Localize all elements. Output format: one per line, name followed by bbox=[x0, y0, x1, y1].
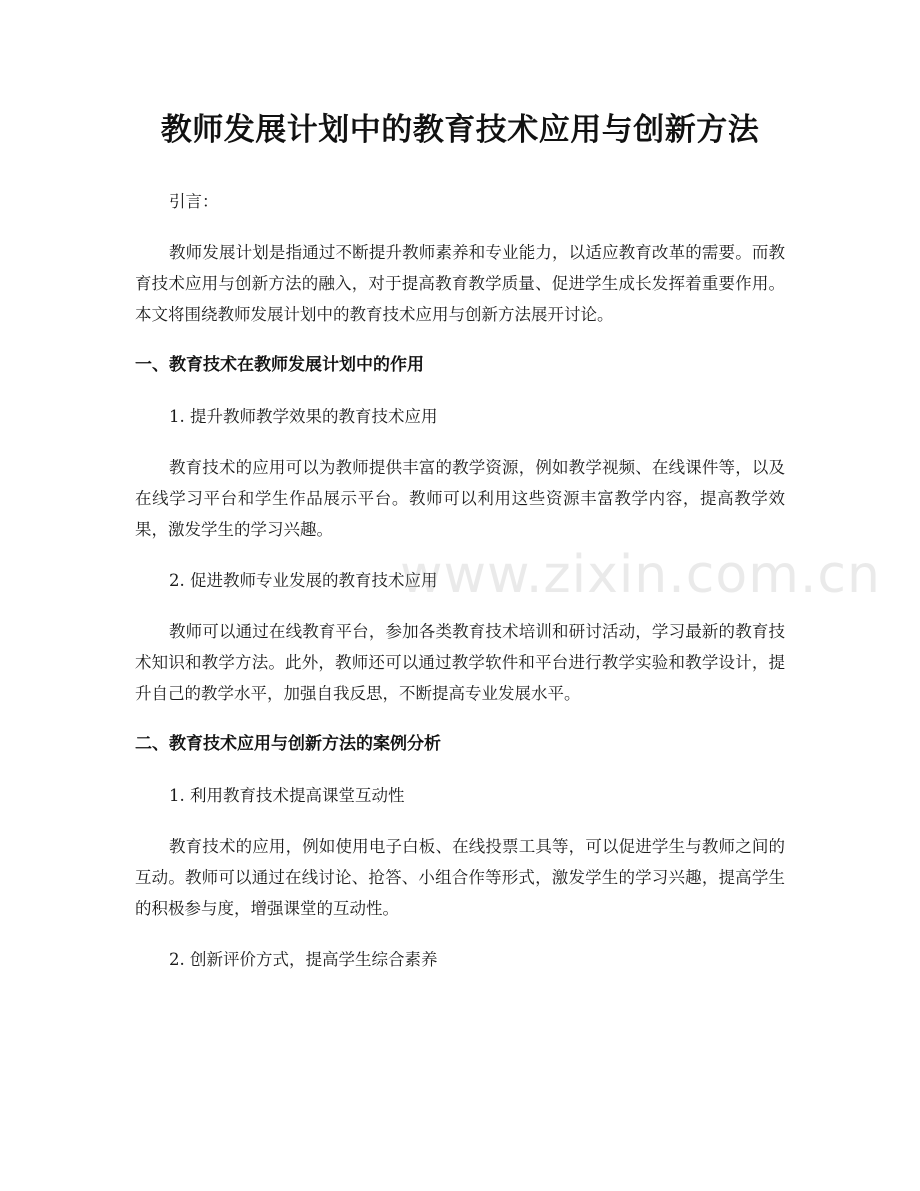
section-2 bbox=[135, 729, 785, 975]
watermark: www.zixin.com.cn bbox=[400, 545, 881, 605]
intro-paragraph: 教师发展计划是指通过不断提升教师素养和专业能力，以适应教育改革的需要。而教育技术应用与创新方法的融入，对于提高教育教学质量、促进学生成长发挥着重要作用。本文将围绕教师发展计划中的教育技术应用与创新方法展开讨论。 bbox=[135, 243, 785, 324]
subsection-heading: 1. 提升教师教学效果的教育技术应用 bbox=[169, 407, 438, 426]
section-1 bbox=[135, 350, 881, 709]
subsection-heading: 2. 创新评价方式，提高学生综合素养 bbox=[169, 950, 438, 969]
section-heading: 一、教育技术在教师发展计划中的作用 bbox=[135, 355, 424, 375]
intro-label: 引言： bbox=[169, 192, 219, 211]
subsection-paragraph: 教育技术的应用，例如使用电子白板、在线投票工具等，可以促进学生与教师之间的互动。教师可以通过在线讨论、抢答、小组合作等形式，激发学生的学习兴趣，提高学生的积极参与度，增强课堂的互动性。 bbox=[135, 837, 785, 918]
document-title: 教师发展计划中的教育技术应用与创新方法 bbox=[160, 112, 760, 148]
subsection-paragraph: 教育技术的应用可以为教师提供丰富的教学资源，例如教学视频、在线课件等，以及在线学习平台和学生作品展示平台。教师可以利用这些资源丰富教学内容，提高教学效果，激发学生的学习兴趣。 bbox=[135, 458, 785, 539]
section-heading: 二、教育技术应用与创新方法的案例分析 bbox=[135, 734, 441, 754]
subsection-paragraph: 教师可以通过在线教育平台，参加各类教育技术培训和研讨活动，学习最新的教育技术知识和教学方法。此外，教师还可以通过教学软件和平台进行教学实验和教学设计，提升自己的教学水平，加强自我反思，不断提高专业发展水平。 bbox=[135, 622, 785, 703]
subsection-heading: 2. 促进教师专业发展的教育技术应用 bbox=[169, 571, 438, 590]
document-body bbox=[135, 186, 881, 995]
subsection-heading: 1. 利用教育技术提高课堂互动性 bbox=[169, 786, 405, 805]
